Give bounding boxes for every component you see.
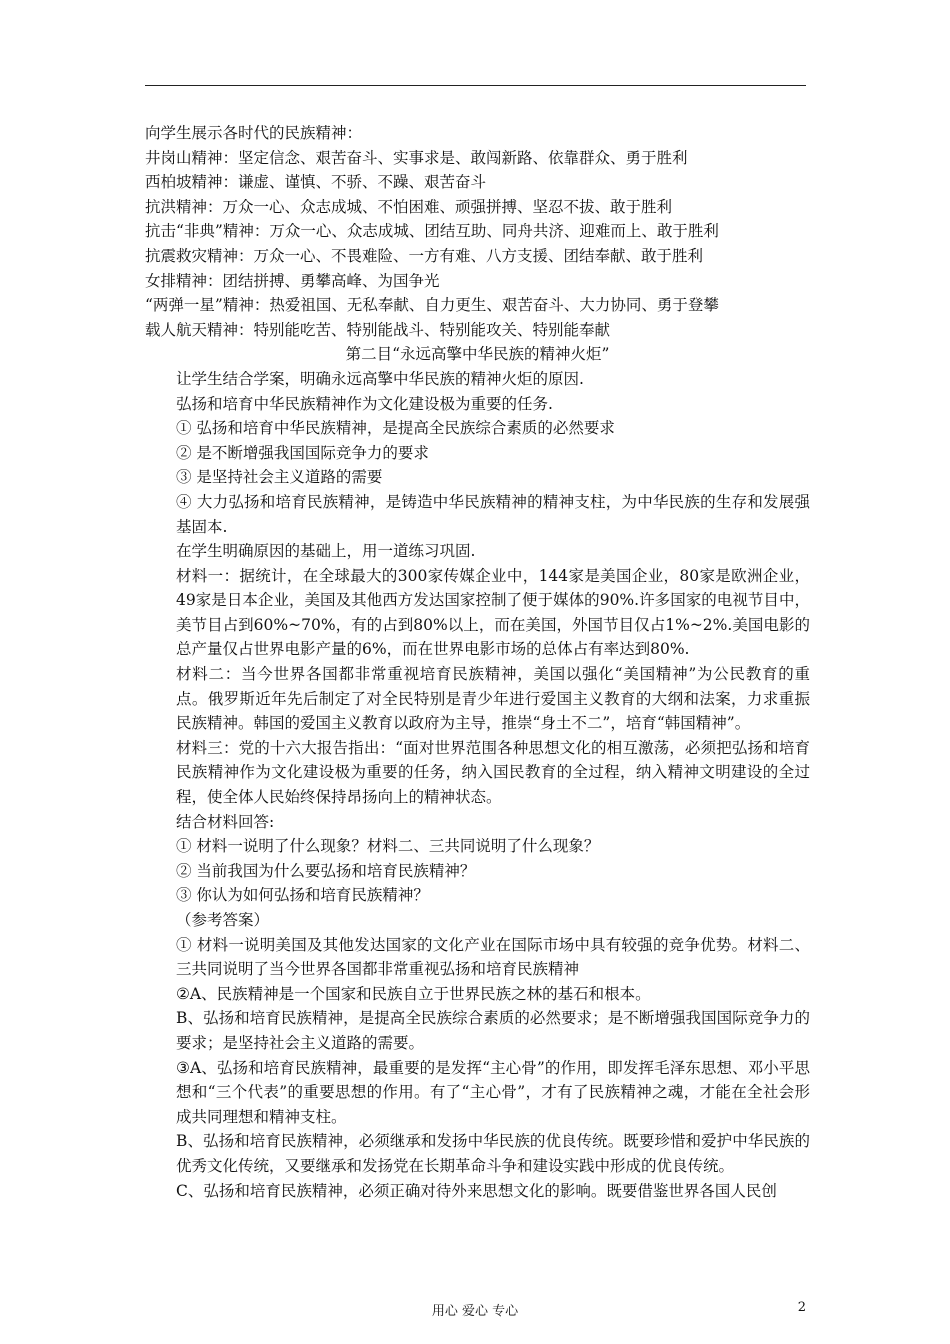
answer-label: （参考答案） (176, 911, 270, 929)
spirit-item: 载人航天精神：特别能吃苦、特别能战斗、特别能攻关、特别能奉献 (145, 320, 611, 339)
question-item: ① 材料一说明了什么现象？材料二、三共同说明了什么现象？ (176, 837, 600, 856)
question-item: ② 当前我国为什么要弘扬和培育民族精神？ (176, 861, 476, 880)
material-three: 材料三：党的十六大报告指出：“面对世界范围各种思想文化的相互激荡，必须把弘扬和培育民族精神作为文化建设极为重要的任务，纳入国民教育的全过程，纳入精神文明建设的全过程，使全体人民始终保持昂扬向上的精神状态。 (176, 738, 810, 807)
questions-intro: 结合材料回答: (176, 812, 275, 831)
answer-item: ②A、民族精神是一个国家和民族自立于世界民族之林的基石和根本。 (176, 984, 651, 1003)
answer-item: B、弘扬和培育民族精神，是提高全民族综合素质的必然要求；是不断增强我国国际竞争力的要求；是坚持社会主义道路的需要。 (176, 1009, 810, 1052)
spirit-item: “两弹一星”精神：热爱祖国、无私奉献、自力更生、艰苦奋斗、大力协同、勇于登攀 (145, 296, 719, 315)
question-item: ③ 你认为如何弘扬和培育民族精神？ (176, 886, 429, 905)
intro-line: 向学生展示各时代的民族精神： (145, 124, 363, 142)
spirit-item: 西柏坡精神：谦虚、谨慎、不骄、不躁、艰苦奋斗 (145, 173, 487, 192)
spirit-list (145, 146, 810, 343)
spirit-item: 井岗山精神：坚定信念、艰苦奋斗、实事求是、敢闯新路、依靠群众、勇于胜利 (145, 148, 688, 167)
answer-item: C、弘扬和培育民族精神，必须正确对待外来思想文化的影响。既要借鉴世界各国人民创 (176, 1181, 777, 1200)
page-footer (0, 1300, 950, 1320)
footer-motto: 用心 爱心 专心 (431, 1304, 519, 1319)
spirit-item: 抗洪精神：万众一心、众志成城、不怕困难、顽强拼搏、坚忍不拔、敢于胜利 (145, 197, 673, 216)
answer-item: ① 材料一说明美国及其他发达国家的文化产业在国际市场中具有较强的竞争优势。材料二、三共同说明了当今世界各国都非常重视弘扬和培育民族精神 (176, 935, 810, 979)
text-line: 弘扬和培育中华民族精神作为文化建设极为重要的任务. (176, 394, 553, 413)
page-number: 2 (797, 1300, 806, 1315)
answer-item: ③A、弘扬和培育民族精神，最重要的是发挥“主心骨”的作用，即发挥毛泽东思想、邓小平思想和“三个代表”的重要思想的作用。有了“主心骨”，才有了民族精神之魂，才能在全社会形成共同理想和精神支柱。 (176, 1058, 810, 1126)
section-heading: 第二目“永远高擎中华民族的精神火炬” (345, 345, 610, 364)
material-one: 材料一：据统计，在全球最大的300家传媒企业中，144家是美国企业，80家是欧洲企业，49家是日本企业，美国及其他西方发达国家控制了便于媒体的90%.许多国家的电视节目中，美节目占到60%~70%，有的占到80%以上，而在美国，外国节目仅占1%~2%.美国电影的总产量仅占世界电影产量的6%，而在世界电影市场的总体占有率达到80%. (176, 566, 810, 659)
text-line: 让学生结合学案，明确永远高擎中华民族的精神火炬的原因. (176, 369, 584, 388)
reason-item: ③ 是坚持社会主义道路的需要 (176, 468, 383, 487)
spirit-item: 抗击“非典”精神：万众一心、众志成城、团结互助、同舟共济、迎难而上、敢于胜利 (145, 222, 719, 241)
answer-item: B、弘扬和培育民族精神，必须继承和发扬中华民族的优良传统。既要珍惜和爱护中华民族的优秀文化传统，又要继承和发扬党在长期革命斗争和建设实践中形成的优良传统。 (176, 1132, 810, 1175)
spirit-item: 抗震救灾精神：万众一心、不畏难险、一方有难、八方支援、团结奉献、敢于胜利 (145, 246, 704, 265)
reason-item: ① 弘扬和培育中华民族精神，是提高全民族综合素质的必然要求 (176, 419, 615, 438)
header-rule (145, 85, 806, 86)
reason-item: ② 是不断增强我国国际竞争力的要求 (176, 443, 429, 462)
reason-item: ④ 大力弘扬和培育民族精神，是铸造中华民族精神的精神支柱，为中华民族的生存和发展强基固本. (176, 492, 810, 536)
spirit-item: 女排精神：团结拼搏、勇攀高峰、为国争光 (145, 271, 440, 290)
page-body (145, 121, 810, 1203)
text-line: 在学生明确原因的基础上，用一道练习巩固. (176, 542, 476, 561)
material-two: 材料二：当今世界各国都非常重视培育民族精神，美国以强化“美国精神”为公民教育的重点。俄罗斯近年先后制定了对全民特别是青少年进行爱国主义教育的大纲和法案，力求重振民族精神。韩国的爱国主义教育以政府为主导，推崇“身土不二”，培育“韩国精神”。 (176, 665, 810, 733)
